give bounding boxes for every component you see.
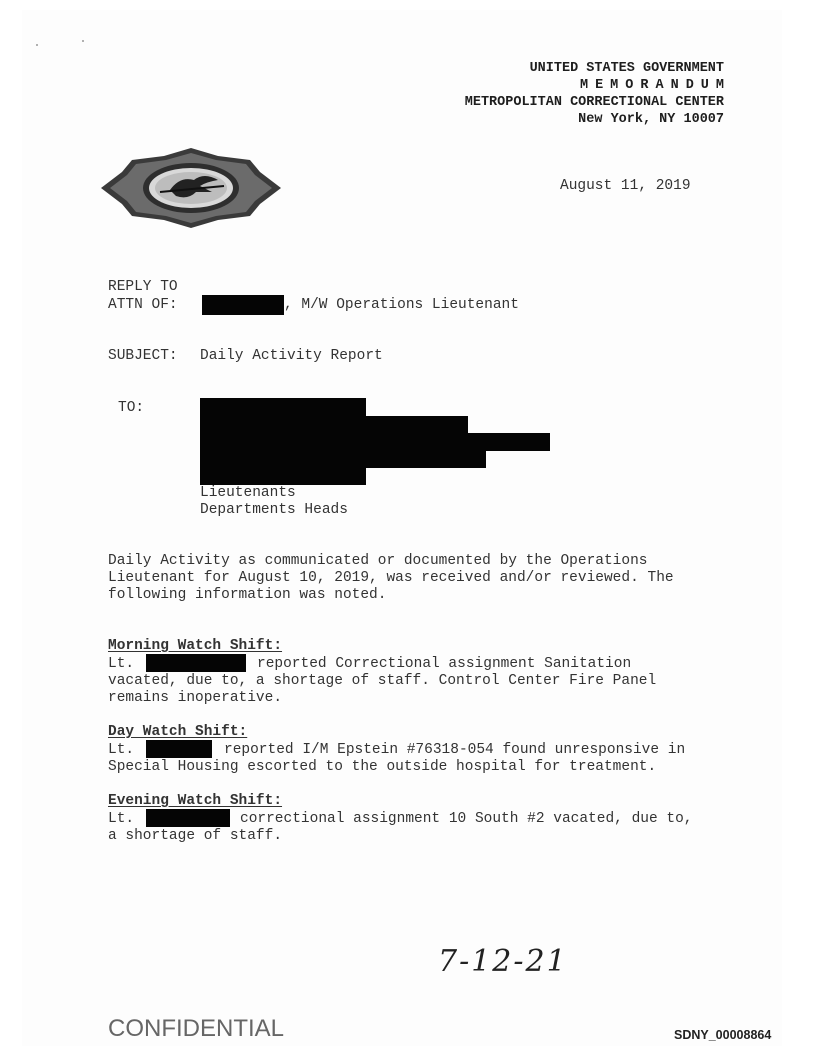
scan-speck <box>36 44 38 46</box>
day-lt-prefix: Lt. <box>108 742 135 758</box>
redaction-box <box>200 467 366 485</box>
evening-shift-line: correctional assignment 10 South #2 vacated, due to, <box>240 811 693 827</box>
redaction-box <box>202 295 284 315</box>
memo-date: August 11, 2019 <box>560 178 691 194</box>
recipient-lieutenants: Lieutenants <box>200 485 296 501</box>
subject-label-text: SUBJECT: <box>108 348 178 364</box>
attn-of-value: , M/W Operations Lieutenant <box>284 297 519 313</box>
redaction-box <box>200 433 550 451</box>
morning-shift-line: remains inoperative. <box>108 690 283 706</box>
header-institution: METROPOLITAN CORRECTIONAL CENTER <box>464 95 724 110</box>
to-label: TO: <box>118 400 145 416</box>
bureau-of-prisons-seal-icon <box>100 146 282 235</box>
confidential-stamp: CONFIDENTIAL <box>108 1015 285 1042</box>
header-government: UNITED STATES GOVERNMENT <box>529 61 724 76</box>
redaction-box <box>146 740 212 758</box>
redaction-box <box>200 416 468 434</box>
morning-shift-line: reported Correctional assignment Sanitation <box>257 656 632 672</box>
redaction-box <box>146 654 246 672</box>
subject-label <box>108 348 178 364</box>
morning-lt-prefix: Lt. <box>108 656 135 672</box>
header-memorandum-text: MEMORANDUM <box>579 78 731 93</box>
evening-lt-prefix: Lt. <box>108 811 135 827</box>
day-shift-line: reported I/M Epstein #76318-054 found unresponsive in <box>224 742 686 758</box>
morning-shift-heading: Morning Watch Shift: <box>108 638 283 654</box>
scan-speck <box>82 40 84 42</box>
redaction-box <box>200 450 486 468</box>
recipient-department-heads: Departments Heads <box>200 502 348 518</box>
header-address: New York, NY 10007 <box>578 112 724 127</box>
header-memorandum <box>579 78 731 93</box>
day-shift-heading: Day Watch Shift: <box>108 724 248 740</box>
handwritten-date: 7-12-21 <box>438 944 568 979</box>
day-shift-line: Special Housing escorted to the outside hospital for treatment. <box>108 759 657 775</box>
bates-number: SDNY_00008864 <box>674 1028 772 1042</box>
evening-shift-line: a shortage of staff. <box>108 828 283 844</box>
evening-shift-heading: Evening Watch Shift: <box>108 793 283 809</box>
intro-line: following information was noted. <box>108 587 387 603</box>
reply-to-label: REPLY TO <box>108 279 178 295</box>
subject-value: Daily Activity Report <box>200 348 383 364</box>
redaction-box <box>146 809 230 827</box>
attn-of-label: ATTN OF: <box>108 297 178 313</box>
intro-line: Lieutenant for August 10, 2019, was received and/or reviewed. The <box>108 570 674 586</box>
redaction-box <box>200 398 366 416</box>
morning-shift-line: vacated, due to, a shortage of staff. Control Center Fire Panel <box>108 673 657 689</box>
intro-line: Daily Activity as communicated or documented by the Operations <box>108 553 648 569</box>
